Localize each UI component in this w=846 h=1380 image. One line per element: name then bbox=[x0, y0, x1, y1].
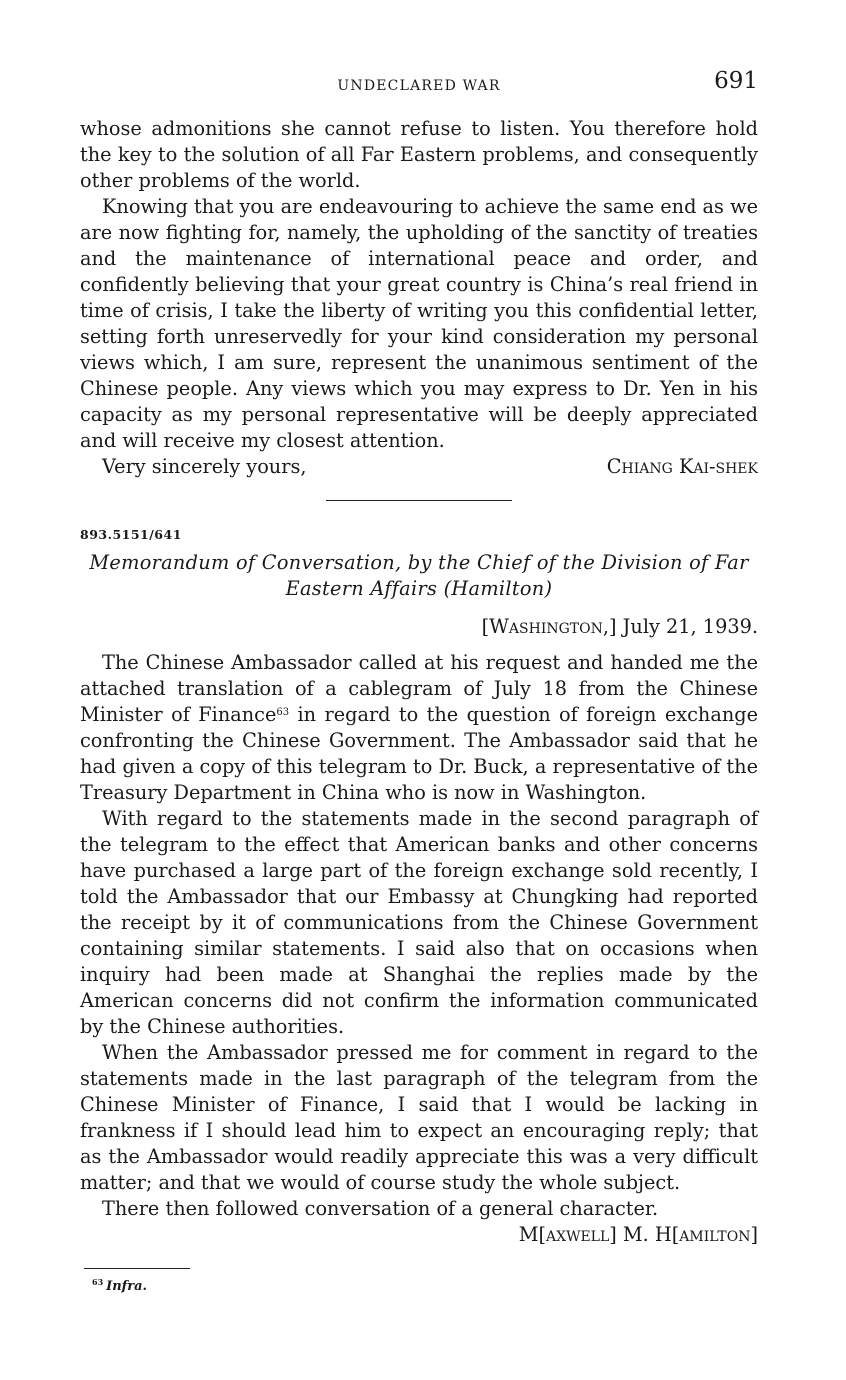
footnote-text: Infra. bbox=[106, 1279, 148, 1294]
file-number: 893.5151/641 bbox=[80, 527, 182, 542]
memorandum-title bbox=[80, 550, 758, 602]
page-header bbox=[80, 64, 758, 100]
date-place: [Washington,] bbox=[481, 615, 617, 638]
memo-paragraph-2: With regard to the statements made in the second paragraph of the telegram to the effect that American banks and other concerns have purchased a large part of the foreign exchange sold recently, I told the Ambassador that our Embassy at Chungking had reported the receipt by it of communications from the Chinese Government containing similar statements. I said also that on occasions when inquiry had been made at Shanghai the replies made by the American concerns did not confirm the information communicated by the Chinese authorities. bbox=[80, 807, 758, 1038]
document-page bbox=[80, 64, 758, 1294]
section-divider bbox=[326, 500, 512, 501]
date: July 21, 1939. bbox=[622, 615, 758, 638]
memorandum-title-line-1: Memorandum of Conversation, by the Chief of the Division of Far bbox=[89, 551, 749, 574]
page-number: 691 bbox=[714, 68, 758, 94]
footnote-reference: 63 bbox=[276, 707, 290, 718]
footnote-mark: 63 bbox=[92, 1277, 104, 1287]
memo-paragraph-1-a: The Chinese Ambassador called at his request and handed me the attached translation of a cablegram of July 18 from the Chinese Minister of Finance bbox=[80, 651, 758, 726]
footnote bbox=[80, 1277, 758, 1294]
running-title: UNDECLARED WAR bbox=[337, 78, 501, 94]
letter-closing bbox=[80, 454, 758, 480]
memorandum-title-line-2: Eastern Affairs (Hamilton) bbox=[285, 577, 553, 600]
letter-paragraph-1: whose admonitions she cannot refuse to listen. You therefore hold the key to the solution of all Far Eastern problems, and consequently other problems of the world. bbox=[80, 117, 758, 192]
letter-paragraph-2: Knowing that you are endeavouring to achieve the same end as we are now fighting for, namely, the upholding of the sanctity of treaties and the maintenance of international peace and order, and confidently believing that your great country is China’s real friend in time of crisis, I take the liberty of writing you this confidential letter, setting forth unreservedly for your kind consideration my personal views which, I am sure, represent the unanimous sentiment of the Chinese people. Any views which you may express to Dr. Yen in his capacity as my personal representative will be deeply appreciated and will receive my closest attention. bbox=[80, 195, 758, 452]
letter-signature: Chiang Kai-shek bbox=[606, 455, 758, 478]
dateline bbox=[80, 614, 758, 640]
memo-signature: M[axwell] M. H[amilton] bbox=[518, 1223, 758, 1246]
memo-paragraph-4: There then followed conversation of a general character. bbox=[102, 1197, 659, 1220]
closing-salutation: Very sincerely yours, bbox=[102, 455, 307, 478]
memo-paragraph-3: When the Ambassador pressed me for comment in regard to the statements made in the last paragraph of the telegram from the Chinese Minister of Finance, I said that I would be lacking in frankness if I should lead him to expect an encouraging reply; that as the Ambassador would readily appreciate this was a very difficult matter; and that we would of course study the whole subject. bbox=[80, 1041, 758, 1194]
memo-paragraph-1 bbox=[80, 650, 758, 806]
footnote-divider bbox=[84, 1268, 190, 1269]
memo-paragraph-1-b: in regard to the question of foreign exchange confronting the Chinese Government. The Ambassador said that he had given a copy of this telegram to Dr. Buck, a representative of the Treasury Department in China who is now in Washington. bbox=[80, 703, 758, 804]
